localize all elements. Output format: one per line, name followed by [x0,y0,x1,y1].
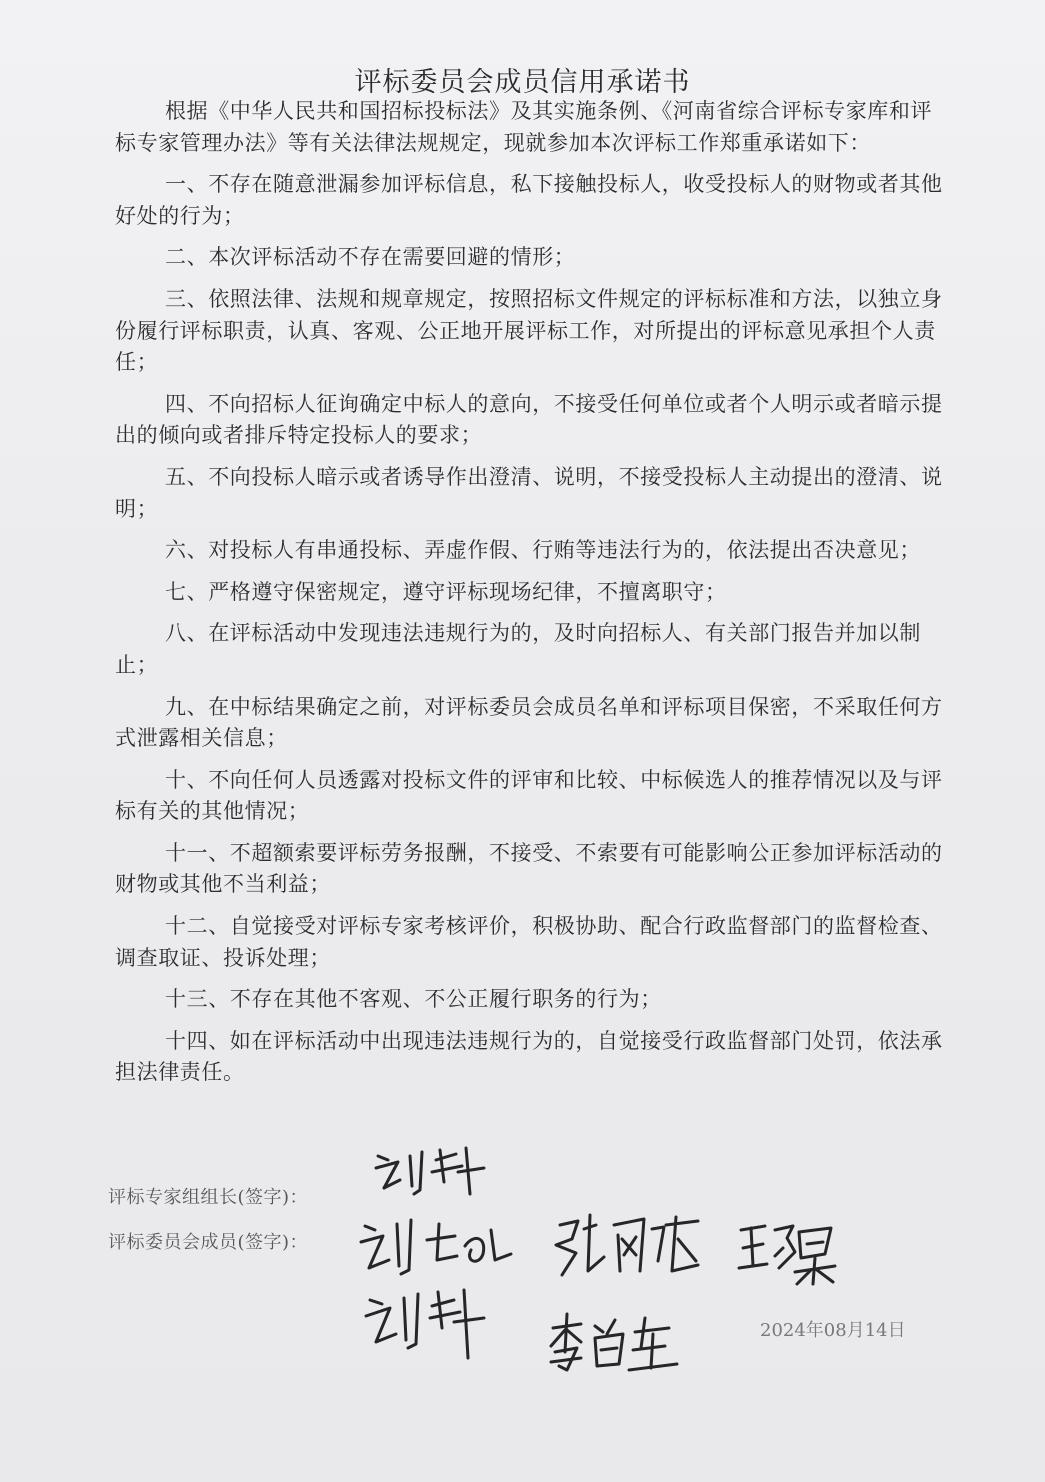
document-body [115,96,945,1099]
member-signature-2 [548,1205,708,1285]
clause-9: 九、在中标结果确定之前，对评标委员会成员名单和评标项目保密，不采取任何方式泄露相关信息； [115,694,943,751]
clause-6: 六、对投标人有串通投标、弄虚作假、行贿等违法行为的，依法提出否决意见； [165,538,921,563]
clause-14: 十四、如在评标活动中出现违法违规行为的，自觉接受行政监督部门处罚，依法承担法律责任。 [115,1028,943,1085]
clause-13: 十三、不存在其他不客观、不公正履行职务的行为； [165,987,662,1012]
clause-7: 七、严格遵守保密规定，遵守评标现场纪律，不擅离职守； [165,579,727,604]
clause-8: 八、在评标活动中发现违法违规行为的，及时向招标人、有关部门报告并加以制止； [115,621,921,677]
clause-4: 四、不向招标人征询确定中标人的意向，不接受任何单位或者个人明示或者暗示提出的倾向或者排斥特定投标人的要求； [115,391,943,448]
clause-10: 十、不向任何人员透露对投标文件的评审和比较、中标候选人的推荐情况以及与评标有关的其他情况； [115,767,943,824]
clause-3: 三、依照法律、法规和规章规定，按照招标文件规定的评标标准和方法，以独立身份履行评标职责，认真、客观、公正地开展评标工作，对所提出的评标意见承担个人责任； [115,286,943,375]
member-signature-3 [735,1208,845,1288]
leader-signature-label: 评标专家组组长(签字)： [108,1187,309,1208]
clause-1: 一、不存在随意泄漏参加评标信息，私下接触投标人，收受投标人的财物或者其他好处的行为； [115,172,943,228]
members-signature-label: 评标委员会成员(签字)： [108,1232,309,1253]
document-title: 评标委员会成员信用承诺书 [354,67,691,98]
clause-2: 二、本次评标活动不存在需要回避的情形； [165,245,576,270]
intro-paragraph: 根据《中华人民共和国招标投标法》及其实施条例、《河南省综合评标专家库和评标专家管理办法》等有关法律法规规定，现就参加本次评标工作郑重承诺如下： [115,99,933,155]
clause-12: 十二、自觉接受对评标专家考核评价，积极协助、配合行政监督部门的监督检查、调查取证、投诉处理； [115,914,943,970]
leader-signature [370,1142,490,1202]
clause-11: 十一、不超额索要评标劳务报酬，不接受、不索要有可能影响公正参加评标活动的财物或其他不当利益； [115,840,943,897]
signing-date: 2024年08月14日 [760,1320,906,1341]
member-signature-4 [360,1282,490,1362]
member-signature-1 [355,1210,525,1280]
member-signature-5 [545,1308,685,1378]
clause-5: 五、不向投标人暗示或者诱导作出澄清、说明，不接受投标人主动提出的澄清、说明； [115,464,943,521]
